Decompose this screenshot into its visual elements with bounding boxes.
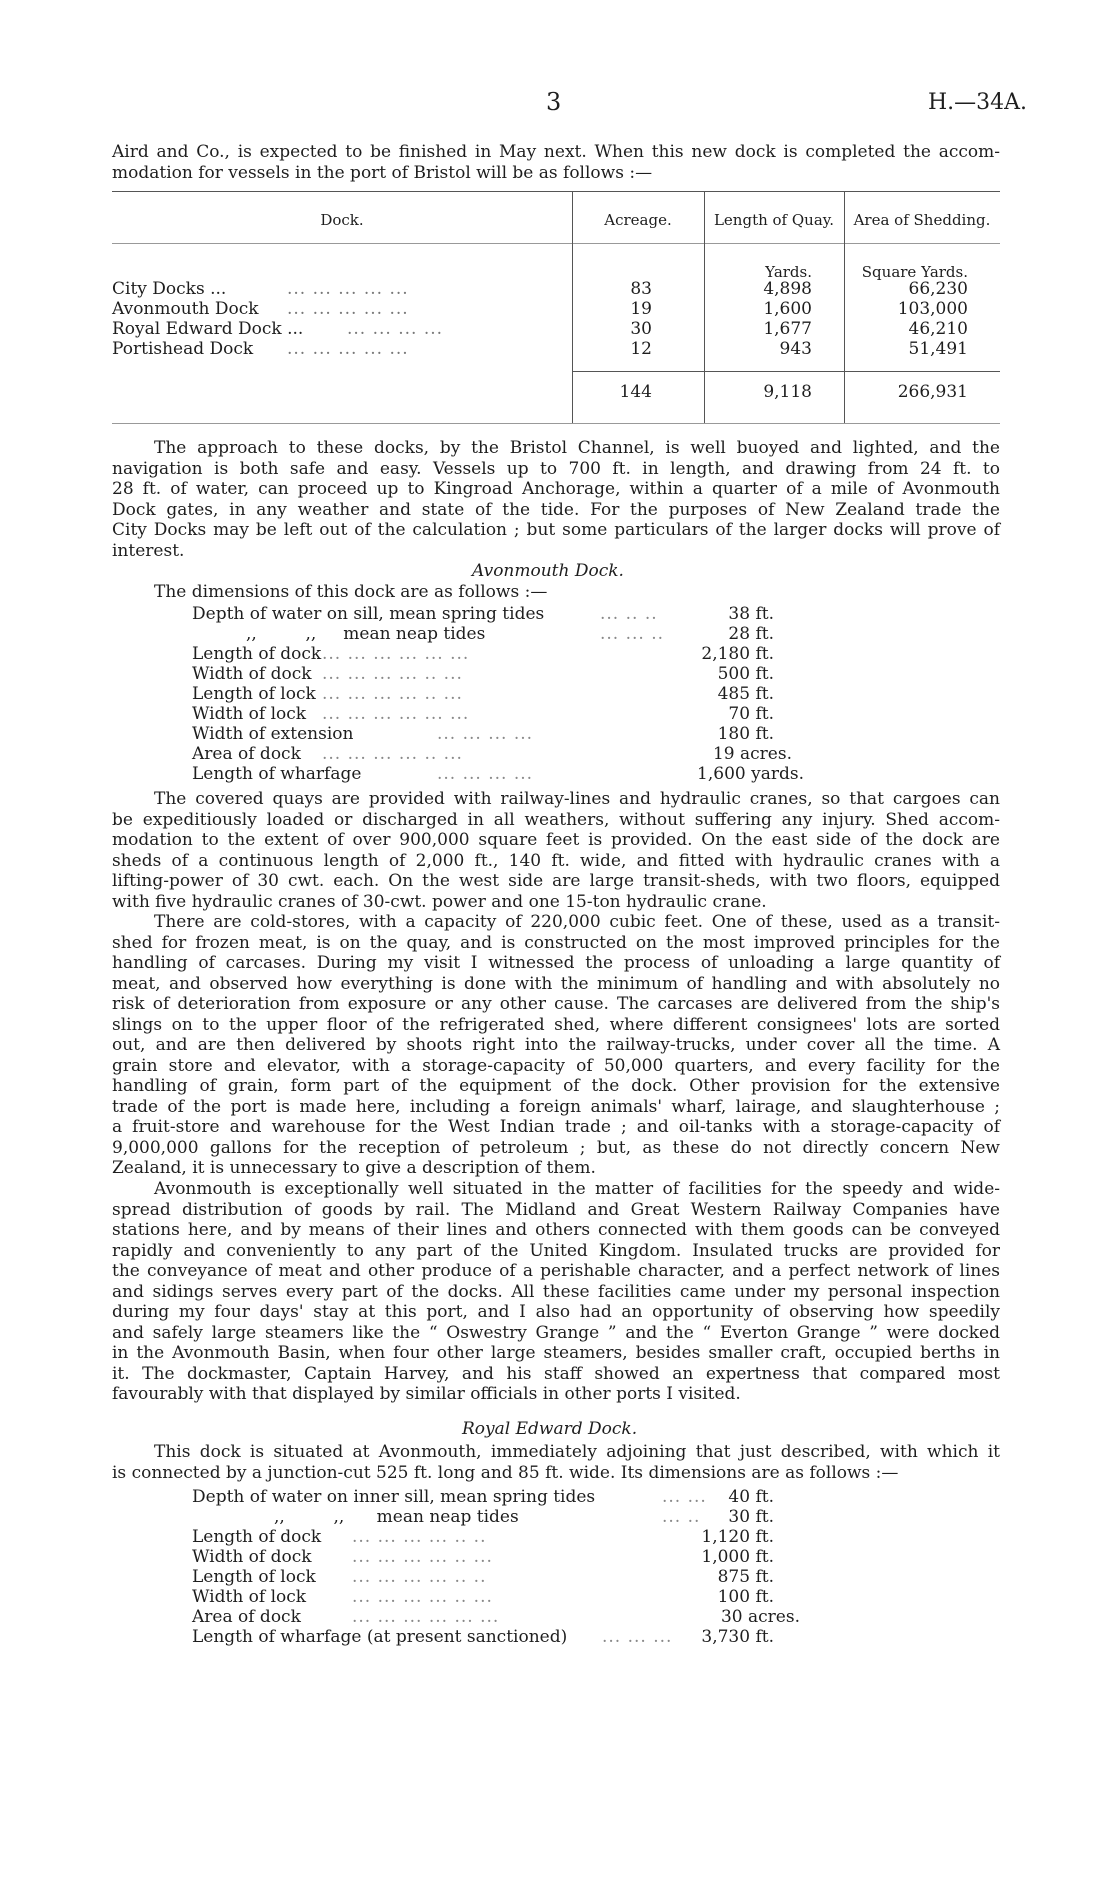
table-row-quay: 1,600 xyxy=(763,299,812,319)
text-line: out, and are then delivered by shoots right into the railway-trucks, under cover all the time. A xyxy=(112,1035,1000,1055)
dimension-row xyxy=(192,1607,912,1627)
text-line: There are cold-stores, with a capacity of 220,000 cubic feet. One of these, used as a transit- xyxy=(154,912,1000,932)
table-row-dock: Avonmouth Dock xyxy=(112,299,259,319)
dimension-value: 30 ft. xyxy=(728,1507,774,1527)
dimension-label: ,, ,, mean neap tides xyxy=(246,624,486,644)
leader-dots: ... ... ... xyxy=(602,1627,673,1647)
leader-dots: ... ... ... ... xyxy=(437,724,534,744)
text-line: shed for frozen meat, is on the quay, and is constructed on the most improved principles for the xyxy=(112,932,1000,953)
leader-dots: ... ... ... ... ... ... xyxy=(352,1607,500,1627)
leader-dots: ... ... ... ... .. ... xyxy=(352,1547,493,1567)
table-row-acreage: 83 xyxy=(630,279,652,299)
text-line: be expeditiously loaded or discharged in all weathers, without suffering any injury. Shed accom- xyxy=(112,809,1000,830)
cold-stores-paragraph xyxy=(112,912,1000,1179)
document-reference: H.—34A. xyxy=(928,90,1028,115)
text-line: meat, and observed how everything is done with the minimum of handling and with absolutely no xyxy=(112,973,1000,994)
dimension-value: 1,000 ft. xyxy=(701,1547,774,1567)
rail-distribution-paragraph xyxy=(112,1179,1000,1405)
page-number: 3 xyxy=(546,88,562,116)
text-line: favourably with that displayed by similar officials in other ports I visited. xyxy=(112,1384,741,1404)
text-line: the conveyance of meat and other produce of a perishable character, and a perfect network of lines xyxy=(112,1261,1000,1281)
leader-dots: ... ... ... ... ... ... xyxy=(322,644,470,664)
leader-dots: ... ... ... ... xyxy=(347,319,444,339)
leader-dots: ... ... ... ... ... ... xyxy=(322,704,470,724)
dimension-row xyxy=(192,1547,912,1567)
text-line: it. The dockmaster, Captain Harvey, and his staff showed an expertness that compared most xyxy=(112,1363,1000,1384)
docks-table xyxy=(112,191,1000,424)
dimension-row xyxy=(192,624,912,644)
dimension-row xyxy=(192,1567,912,1587)
dimension-label: Length of dock xyxy=(192,1527,322,1547)
dimension-label: Length of wharfage (at present sanctioned) xyxy=(192,1627,568,1647)
text-line: and safely large steamers like the “ Oswestry Grange ” and the “ Everton Grange ” were docked xyxy=(112,1322,1000,1343)
text-line: slings on to the upper floor of the refrigerated shed, where different consignees' lots are sorted xyxy=(112,1014,1000,1035)
leader-dots: ... ... ... ... xyxy=(437,764,534,784)
dimension-value: 1,600 yards. xyxy=(697,764,804,784)
text-line: navigation is both safe and easy. Vessels up to 700 ft. in length, and drawing from 24 ft. to xyxy=(112,458,1000,479)
table-row-shedding: 66,230 xyxy=(908,279,968,299)
dimension-row xyxy=(192,1507,912,1527)
dimension-value: 500 ft. xyxy=(717,664,774,684)
header-dock: Dock. xyxy=(320,211,364,229)
text-line: This dock is situated at Avonmouth, immediately adjoining that just described, with which it xyxy=(154,1442,1000,1462)
header-area-of-shedding: Area of Shedding. xyxy=(853,211,991,229)
dimension-label: Width of lock xyxy=(192,704,307,724)
table-header-rule xyxy=(112,243,1000,244)
dimension-row xyxy=(192,604,912,624)
header-length-of-quay: Length of Quay. xyxy=(713,211,835,229)
text-line: a fruit-store and warehouse for the West Indian trade ; and oil-tanks with a storage-capacity of xyxy=(112,1117,1000,1137)
text-line: in the Avonmouth Basin, when four other large steamers, besides smaller craft, occupied berths in xyxy=(112,1343,1000,1363)
dimension-label: Length of dock xyxy=(192,644,322,664)
text-line: sheds of a continuous length of 2,000 ft., 140 ft. wide, and fitted with hydraulic cranes with a xyxy=(112,850,1000,871)
leader-dots: ... ... ... ... .. ... xyxy=(322,744,463,764)
leader-dots: ... ... ... ... ... xyxy=(287,279,409,299)
dimension-label: Width of dock xyxy=(192,1547,312,1567)
dimension-value: 30 acres. xyxy=(720,1607,800,1627)
leader-dots: ... ... ... ... .. ... xyxy=(322,684,463,704)
dimension-row xyxy=(192,644,912,664)
table-row-quay: 1,677 xyxy=(763,319,812,339)
text-line: is connected by a junction-cut 525 ft. long and 85 ft. wide. Its dimensions are as follows :— xyxy=(112,1462,899,1483)
text-line: The approach to these docks, by the Bristol Channel, is well buoyed and lighted, and the xyxy=(154,438,1000,458)
table-bottom-rule xyxy=(112,423,1000,424)
avonmouth-dimensions-intro: The dimensions of this dock are as follows :— xyxy=(154,582,548,602)
leader-dots: ... ... ... ... .. ... xyxy=(322,664,463,684)
covered-quays-paragraph xyxy=(112,789,1000,912)
intro-paragraph xyxy=(112,142,1000,183)
dimension-label: Depth of water on inner sill, mean spring tides xyxy=(192,1487,596,1507)
header-acreage: Acreage. xyxy=(604,211,672,229)
text-line: City Docks may be left out of the calculation ; but some particulars of the larger docks will prove of xyxy=(112,520,1000,540)
dimension-label: Width of lock xyxy=(192,1587,307,1607)
text-line: interest. xyxy=(112,540,185,561)
total-acreage: 144 xyxy=(619,382,652,402)
total-shedding: 266,931 xyxy=(897,382,968,402)
dimension-label: Area of dock xyxy=(192,1607,301,1627)
text-line: handling of carcases. During my visit I witnessed the process of unloading a large quantity of xyxy=(112,953,1000,973)
dimension-label: Length of lock xyxy=(192,684,316,704)
dimension-value: 3,730 ft. xyxy=(701,1627,774,1647)
text-line: Aird and Co., is expected to be finished in May next. When this new dock is completed the accom- xyxy=(112,142,1000,162)
total-quay: 9,118 xyxy=(763,382,812,402)
table-row-acreage: 19 xyxy=(630,299,652,319)
royal-edward-intro xyxy=(112,1442,1000,1483)
text-line: modation for vessels in the port of Bristol will be as follows :— xyxy=(112,162,653,183)
dimension-row xyxy=(192,764,912,784)
section-heading-royal-edward: Royal Edward Dock. xyxy=(462,1419,638,1439)
leader-dots: ... ... xyxy=(662,1487,707,1507)
dimension-row xyxy=(192,1487,912,1507)
table-top-rule xyxy=(112,191,1000,192)
leader-dots: ... ... ... ... ... xyxy=(287,299,409,319)
dimension-row xyxy=(192,1527,912,1547)
text-line: Zealand, it is unnecessary to give a description of them. xyxy=(112,1158,596,1178)
text-line: lifting-power of 30 cwt. each. On the west side are large transit-sheds, with two floors, equipped xyxy=(112,871,1000,891)
dimension-row xyxy=(192,704,912,724)
approach-paragraph xyxy=(112,438,1000,561)
dimension-value: 19 acres. xyxy=(712,744,792,764)
text-line: during my four days' stay at this port, and I also had an opportunity of observing how speedily xyxy=(112,1302,1000,1322)
dimension-row xyxy=(192,744,912,764)
dimension-row xyxy=(192,1587,912,1607)
section-heading-avonmouth: Avonmouth Dock. xyxy=(472,561,624,581)
table-row-quay: 4,898 xyxy=(763,279,812,299)
text-line: risk of deterioration from exposure or any other cause. The carcases are delivered from the ship's xyxy=(112,994,1000,1014)
dimension-value: 180 ft. xyxy=(717,724,774,744)
text-line: modation to the extent of over 900,000 square feet is provided. On the east side of the dock are xyxy=(112,830,1000,850)
leader-dots: ... ... ... ... .. .. xyxy=(352,1567,487,1587)
dimension-value: 100 ft. xyxy=(717,1587,774,1607)
table-row-shedding: 46,210 xyxy=(908,319,968,339)
dimension-label: Width of extension xyxy=(192,724,354,744)
text-line: rapidly and conveniently to any part of the United Kingdom. Insulated trucks are provided for xyxy=(112,1240,1000,1261)
dimension-value: 875 ft. xyxy=(717,1567,774,1587)
dimension-row xyxy=(192,1627,912,1647)
dimension-label: Length of wharfage xyxy=(192,764,362,784)
unit-square-yards: Square Yards. xyxy=(861,263,968,281)
text-line: handling of grain, form part of the equipment of the dock. Other provision for the extensive xyxy=(112,1076,1000,1096)
table-row-shedding: 51,491 xyxy=(908,339,968,359)
table-total-rule xyxy=(572,371,1000,372)
text-line: The covered quays are provided with railway-lines and hydraulic cranes, so that cargoes can xyxy=(154,789,1000,809)
leader-dots: ... .. xyxy=(662,1507,701,1527)
text-line: and sidings serves every part of the docks. All these facilities came under my personal inspection xyxy=(112,1281,1000,1302)
dimension-label: Length of lock xyxy=(192,1567,316,1587)
text-line: stations here, and by means of their lines and others connected with them goods can be conveyed xyxy=(112,1220,1000,1240)
dimension-value: 70 ft. xyxy=(728,704,774,724)
dimension-value: 2,180 ft. xyxy=(701,644,774,664)
text-line: spread distribution of goods by rail. The Midland and Great Western Railway Companies have xyxy=(112,1199,1000,1220)
leader-dots: ... .. .. xyxy=(600,604,658,624)
table-row-dock: City Docks ... xyxy=(112,279,227,299)
leader-dots: ... ... ... ... ... xyxy=(287,339,409,359)
dimension-row xyxy=(192,724,912,744)
dimension-value: 40 ft. xyxy=(728,1487,774,1507)
leader-dots: ... ... ... ... .. ... xyxy=(352,1587,493,1607)
dimension-label: Width of dock xyxy=(192,664,312,684)
table-row-dock: Portishead Dock xyxy=(112,339,254,359)
table-row-acreage: 30 xyxy=(630,319,652,339)
text-line: Dock gates, in any weather and state of the tide. For the purposes of New Zealand trade the xyxy=(112,499,1000,520)
dimension-value: 28 ft. xyxy=(728,624,774,644)
unit-yards: Yards. xyxy=(765,263,812,281)
dimension-label: Area of dock xyxy=(192,744,301,764)
dimension-value: 485 ft. xyxy=(717,684,774,704)
dimension-label: Depth of water on sill, mean spring tides xyxy=(192,604,545,624)
text-line: 28 ft. of water, can proceed up to Kingroad Anchorage, within a quarter of a mile of Avonmouth xyxy=(112,479,1000,499)
dimension-row xyxy=(192,664,912,684)
table-row-acreage: 12 xyxy=(630,339,652,359)
leader-dots: ... ... .. xyxy=(600,624,665,644)
text-line: trade of the port is made here, including a foreign animals' wharf, lairage, and slaughterhouse ; xyxy=(112,1096,1000,1117)
dimension-row xyxy=(192,684,912,704)
table-row-quay: 943 xyxy=(779,339,812,359)
text-line: grain store and elevator, with a storage-capacity of 50,000 quarters, and every facility for the xyxy=(112,1055,1000,1076)
dimension-value: 1,120 ft. xyxy=(701,1527,774,1547)
text-line: Avonmouth is exceptionally well situated in the matter of facilities for the speedy and wide- xyxy=(154,1179,1000,1199)
text-line: 9,000,000 gallons for the reception of petroleum ; but, as these do not directly concern New xyxy=(112,1137,1000,1158)
leader-dots: ... ... ... ... .. .. xyxy=(352,1527,487,1547)
table-row-dock: Royal Edward Dock ... xyxy=(112,319,304,339)
dimension-label: ,, ,, mean neap tides xyxy=(274,1507,519,1527)
text-line: with five hydraulic cranes of 30-cwt. power and one 15-ton hydraulic crane. xyxy=(112,891,767,912)
table-row-shedding: 103,000 xyxy=(897,299,968,319)
dimension-value: 38 ft. xyxy=(728,604,774,624)
